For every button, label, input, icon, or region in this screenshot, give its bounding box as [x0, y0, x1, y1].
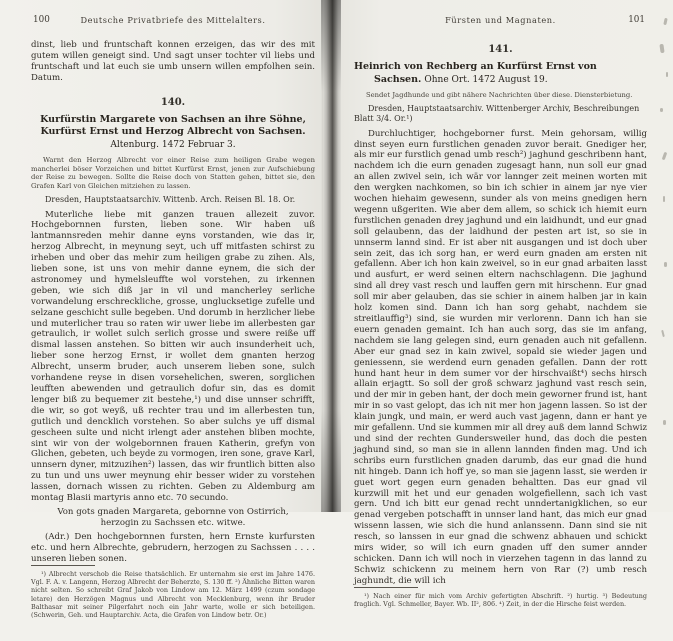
letter-140-body: Muterliche liebe mit ganzen trauen allezeit zuvor. Hochgebornnen fursten, lieben sone. Wir haben uß lantmannsreden mehir danne eyns vorstanden, wie das ir, herzog Albrecht, in meynung seyt, uch uff mitfasten schirst zu irheben und ober das mehir zum heiligen grabe zu zihen. Als, lieben sone, ist uns von mehir danne eynem, die sich der astronomey und hymelsleuffte wol vorstehen, zu irkennen geben, wie sich diß jar in vil und mancherley serliche vorwandelung erschreckliche, grosse, unglucksetige zufelle und selzane geschicht sulle begeben. Und dorumb in herzlicher liebe und muterlicher trau so raten wir uwer liebe im allerbesten gar getraulich, ir wollet sulch serlich grosse und swere reiße uff dismal lassen anstehen. So bitten wir auch insunderheit uch, lieber sone herzog Ernst, ir wollet dem gnanten herzog Albrecht, unserm bruder, auch unserem lieben sone, sulch vorhandene reyse in disen vorsehelichen, sweren, sorglichen leufften abewenden und getraulich dofur sin, das es domit lenger biß zu bequemer zit bestehe,¹) und dise unnser schrifft, die wir, so got weyß, uß rechter trau und im allerbesten tun, gutlich und dencklich vorstehen. So aber sulchs ye uff dismal gescheen sulte und nicht irlengt ader anstehen bliben mochte, sint wir von der wolgebornnen frauen Katherin, grefyn von Glichen, gebeten, uch beyde zu vormogen, iren sone, grave Karl, unnsern dyner, mitzuzihen²) lassen, das wir fruntlich bitten also zu tun und uns uwer meynung ehir besser wider zu vorstehen lassen, dornach wissen zu richten. Geben zu Aldemburg am montag Blasii martyris anno etc. 70 secundo. — [31, 209, 315, 504]
letter-141-number: 141. — [488, 44, 513, 55]
letter-141-body: Durchluchtiger, hochgeborner furst. Mein gehorsam, willig dinst seyen eurn furstlichen genaden zuvor berait. Gnediger her, als mir eur furstlich genad umb resch²) jaghund geschribenn hant, nachdem ich die eurn genaden zugesagt hann, nun soll eur gnad an allen zwivel sein, ich wär vor lannger zeit meinen worten mit den wergken nachkomen, so bin ich schier in ainem jar nye vier wochen hiehaim gewesenn, sunder als von meins gnedigen hern wegenn ußgeriten. Wie aber dem allem, so schick ich hiemit eurn furstlichen genaden drey jaghund und ein laidhundt, und eur gnad soll gelaubenn, das der laidhund der pesten art ist, so sie in unnserm lannd sind. Er ist aber nit ausgangen und ist doch uber sein zeit, das ich sorg han, er werd eurn gnaden am ersten nit gefallenn. Aber ich hon kain zweivel, so in eur gnad arbaiten lasst und ausfurt, er werd seinen eltern nachschlagenn. Die jaghund sind all drey vast resch und lauffen gern mit hirschenn. Eur gnad soll mir aber gelauben, das sie schier in ainem halben jar in kain holz komen sind. Dann ich han sorg gehabt, nachdem sie streitlauffig³) sind, sie wurden mir verlorenn. Dann ich han sie euern genaden gemaint. Ich han auch sorg, das sie im anfang, nachdem sie lang gelegen sind, eurn genaden auch nit gefallenn. Aber eur gnad sez in kain zwivel, sopald sie wieder jagen und geniessenn, sie werdend eurn genaden gefallen. Dann der rott hund hant heur in dem sumer vor der hirschvaißt⁴) sechs hirsch allain erjagtt. So soll der groß schwarz jaghund vast resch sein, und der mir in geben hant, der doch mein geworner frund ist, hant mir in so vast gelopt, das ich nit mer hon jagenn lassen. So ist der klain jungk, und main, er werd auch vast jagenn, dann er hant ye mir gefallenn. Und sie kummen mir all drey auß dem lannd Schwiz und sind der rechten Gundersweiler hund, das doch die pesten jaghund sind, so man sie in allenn lannden finden mag. Und ich schribs eurn furstlichen gnaden darumb, das eur gnad die hund nit hingeb. Dann ich hoff ye, so man sie jagenn lasst, sie werden ir guet wort gegen eurn genaden behaltten. Das eur gnad vil kurzwill mit het und eur genaden wolgefiellenn, sach ich vast gern. Und ich bitt eur genad recht unndertanigklichen, so eur genad vergeben potschafft in unnser land hant, das mich eur gnad wissenn lassen, wie sich die hund anlanssenn. Dann sind sie nit resch, so lanssen in eur gnad die schwenz abhauen und schickt mirs wider, so will ich eurn gnaden uff den sumer annder schicken. Dann ich will noch in vierzehen tagenn in das lannd zu Schwiz schickenn zu meinem hern von Rar (?) umb resch jaghundt, die will ich — [354, 128, 647, 586]
left-page-header — [31, 15, 315, 27]
letter-141-footnote: ¹) Nach einer für mich vom Archiv gefertigten Abschrift. ²) hurtig. ³) Bedeutung fraglich. Vgl. Schmeller, Bayer. Wb. II², 806. ⁴) Zeit, in der die Hirsche feist werden. — [354, 591, 647, 608]
right-page-number: 101 — [628, 15, 645, 25]
left-running-title: Deutsche Privatbriefe des Mittelalters. — [80, 15, 266, 25]
letter-140-regest: Warnt den Herzog Albrecht vor einer Reise zum heiligen Grabe wegen mancherlei böser Vorzeichen und bittet Kurfürst Ernst, jenen zur Aufschiebung der Reise zu bewegen. Sollte die Reise doch von Statten gehen, bittet sie, den Grafen Karl von Gleichen mitziehen zu lassen. — [31, 156, 315, 190]
footnote-rule — [31, 565, 95, 566]
left-page-number: 100 — [33, 15, 50, 25]
right-page-header — [354, 15, 647, 27]
left-footnote-block — [31, 565, 315, 641]
letter-140-source: Dresden, Hauptstaatsarchiv. Wittenb. Arch. Reisen Bl. 18. Or. — [45, 194, 296, 204]
letter-140-footnote: ¹) Albrecht verschob die Reise thatsächlich. Er unternahm sie erst im Jahre 1476. Vgl. F. A. v. Langenn, Herzog Albrecht der Beherzte, S. 130 ff. ²) Ähnliche Bitten waren nicht selten. So schreibt Graf Jakob von Lindow am 12. März 1499 (czum sondage letare) den Herzögen Magnus und Albrecht von Mecklenburg, wenn ihr Bruder Balthasar mit seiner Pilgerfahrt noch ein Jahr warte, wolle er sich beteiligen. (Schwerin, Geh. und Hauptarchiv. Acta, die Grafen von Lindow betr. Or.) — [31, 569, 315, 620]
signature-line: herzogin zu Sachssen etc. witwe. — [100, 518, 246, 529]
right-running-title: Fürsten und Magnaten. — [445, 15, 556, 25]
signature-line: Von gots gnaden Margareta, gebornne von Ostirrich, — [57, 506, 289, 517]
letter-140-signature — [31, 507, 315, 530]
right-footnote-block — [354, 587, 647, 639]
book-gutter-shadow — [321, 0, 343, 512]
letter-141-title — [354, 61, 647, 86]
page-left — [0, 0, 323, 620]
letter-141-regest: Sendet Jagdhunde und gibt nähere Nachrichten über diese. Diensterbietung. — [366, 91, 633, 99]
letter-140-number: 140. — [160, 96, 186, 108]
letter-141-title-main: Heinrich von Rechberg an Kurfürst Ernst von Sachsen. — [354, 61, 597, 85]
footnote-rule — [354, 587, 418, 588]
letter-140-title-main: Kurfürstin Margarete von Sachsen an ihre Söhne, Kurfürst Ernst und Herzog Albrecht von Sachsen. — [40, 113, 306, 138]
page-right — [341, 0, 673, 608]
letter-140-address: (Adr.) Den hochgebornnen fursten, hern Ernste kurfursten etc. und hern Albrechte, gebrudern, herzogen zu Sachssen . . . . unseren lieben sonen. — [31, 531, 315, 564]
letter-139-continuation: dinst, lieb und fruntschaft konnen erzeigen, das wir des mit gutem willen geneigt sind. Und sagt unser tochter vil liebs und fruntschaft und lat euch sie umb unsern willen empfolhen sein. Datum. — [31, 40, 315, 83]
letter-141-title-date: Ohne Ort. 1472 August 19. — [424, 74, 548, 85]
letter-140-title — [31, 114, 315, 152]
letter-140-title-date: Altenburg. 1472 Februar 3. — [110, 139, 236, 150]
letter-141-source: Dresden, Hauptstaatsarchiv. Wittenberger Archiv, Beschreibungen Blatt 3/4. Or.¹) — [354, 103, 640, 123]
